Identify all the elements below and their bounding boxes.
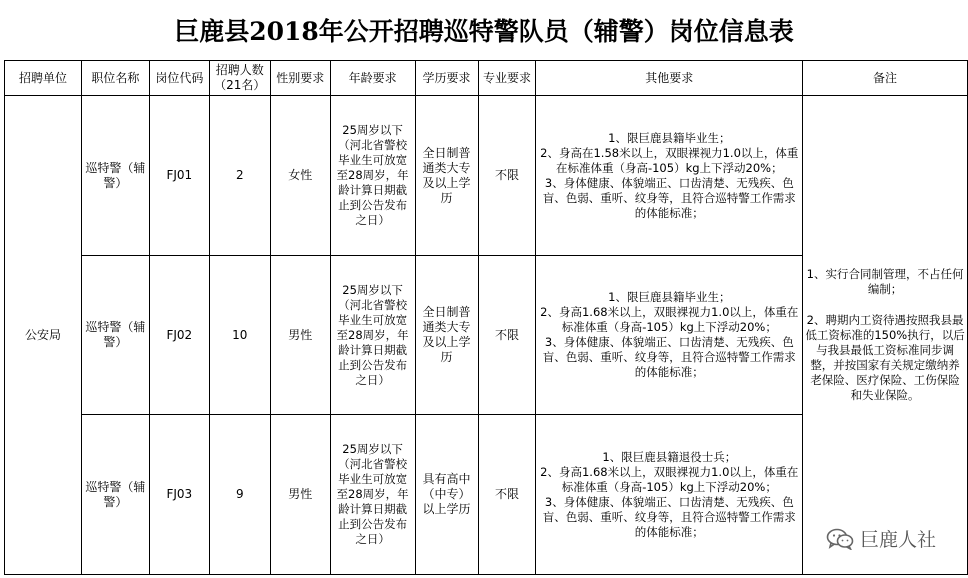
requirement-line: 3、身体健康、体貌端正、口齿清楚、无残疾、色盲、色弱、重听、纹身等，且符合巡特警工作需求的体能标准；: [542, 335, 796, 379]
code-cell: FJ03: [149, 415, 209, 575]
header-note: 备注: [803, 61, 968, 96]
header-gender: 性别要求: [270, 61, 330, 96]
requirement-line: 1、限巨鹿县籍退役士兵；: [602, 449, 737, 464]
other-requirements-cell: [536, 96, 803, 256]
position-cell: 巡特警（辅警）: [81, 256, 149, 415]
age-cell: 25周岁以下（河北省警校毕业生可放宽至28周岁，年龄计算日期截止到公告发布之日）: [330, 96, 415, 256]
gender-cell: 女性: [270, 96, 330, 256]
requirement-line: 2、身高1.68米以上，双眼裸视力1.0以上，体重在标准体重（身高-105）kg上下浮动20%；: [540, 464, 799, 494]
requirement-line: 1、限巨鹿县籍毕业生；: [608, 290, 731, 304]
position-info-table: [4, 60, 968, 575]
other-requirements-cell: [536, 256, 803, 415]
header-code: 岗位代码: [149, 61, 209, 96]
major-cell: 不限: [478, 256, 536, 415]
education-cell: 全日制普通类大专及以上学历: [415, 96, 478, 256]
education-cell: 具有高中（中专）以上学历: [415, 415, 478, 575]
table-header-row: [5, 61, 968, 96]
age-cell: 25周岁以下（河北省警校毕业生可放宽至28周岁，年龄计算日期截止到公告发布之日）: [330, 415, 415, 575]
header-other: 其他要求: [536, 61, 803, 96]
header-age: 年龄要求: [330, 61, 415, 96]
requirement-line: 3、身体健康、体貌端正、口齿清楚、无残疾、色盲、色弱、重听、纹身等，且符合巡特警工作需求的体能标准；: [542, 494, 796, 539]
wechat-icon: [826, 528, 854, 550]
count-cell: 2: [209, 96, 270, 256]
education-cell: 全日制普通类大专及以上学历: [415, 256, 478, 415]
gender-cell: 男性: [270, 256, 330, 415]
gender-cell: 男性: [270, 415, 330, 575]
watermark-text: 巨鹿人社: [859, 529, 936, 551]
table-row: [5, 96, 968, 256]
requirement-line: 3、身体健康、体貌端正、口齿清楚、无残疾、色盲、色弱、重听、纹身等，且符合巡特警工作需求的体能标准；: [542, 175, 796, 220]
header-education: 学历要求: [415, 61, 478, 96]
note-cell: [803, 96, 968, 575]
header-major: 专业要求: [478, 61, 536, 96]
code-cell: FJ02: [149, 256, 209, 415]
code-cell: FJ01: [149, 96, 209, 256]
count-cell: 10: [209, 256, 270, 415]
count-cell: 9: [209, 415, 270, 575]
watermark: [826, 525, 936, 552]
major-cell: 不限: [478, 415, 536, 575]
other-requirements-cell: [536, 415, 803, 575]
major-cell: 不限: [478, 96, 536, 256]
requirement-line: 2、身高在1.58米以上，双眼裸视力1.0以上，体重在标准体重（身高-105）kg上下浮动20%；: [540, 145, 799, 175]
header-position: 职位名称: [81, 61, 149, 96]
requirement-line: 2、身高1.68米以上，双眼裸视力1.0以上，体重在标准体重（身高-105）kg上下浮动20%；: [540, 305, 799, 334]
unit-cell: 公安局: [5, 96, 82, 575]
page-title: 巨鹿县2018年公开招聘巡特警队员（辅警）岗位信息表: [174, 17, 794, 46]
requirement-line: 1、限巨鹿县籍毕业生；: [608, 130, 731, 145]
age-cell: 25周岁以下（河北省警校毕业生可放宽至28周岁，年龄计算日期截止到公告发布之日）: [330, 256, 415, 415]
note-paragraph: 1、实行合同制管理，不占任何编制；: [806, 267, 964, 296]
note-paragraph: 2、聘期内工资待遇按照我县最低工资标准的150%执行，以后与我县最低工资标准同步调整，并按国家有关规定缴纳养老保险、医疗保险、工伤保险和失业保险。: [805, 313, 965, 402]
position-cell: 巡特警（辅警）: [81, 96, 149, 256]
header-unit: 招聘单位: [5, 61, 82, 96]
position-cell: 巡特警（辅警）: [81, 415, 149, 575]
header-count: 招聘人数（21名）: [209, 61, 270, 96]
